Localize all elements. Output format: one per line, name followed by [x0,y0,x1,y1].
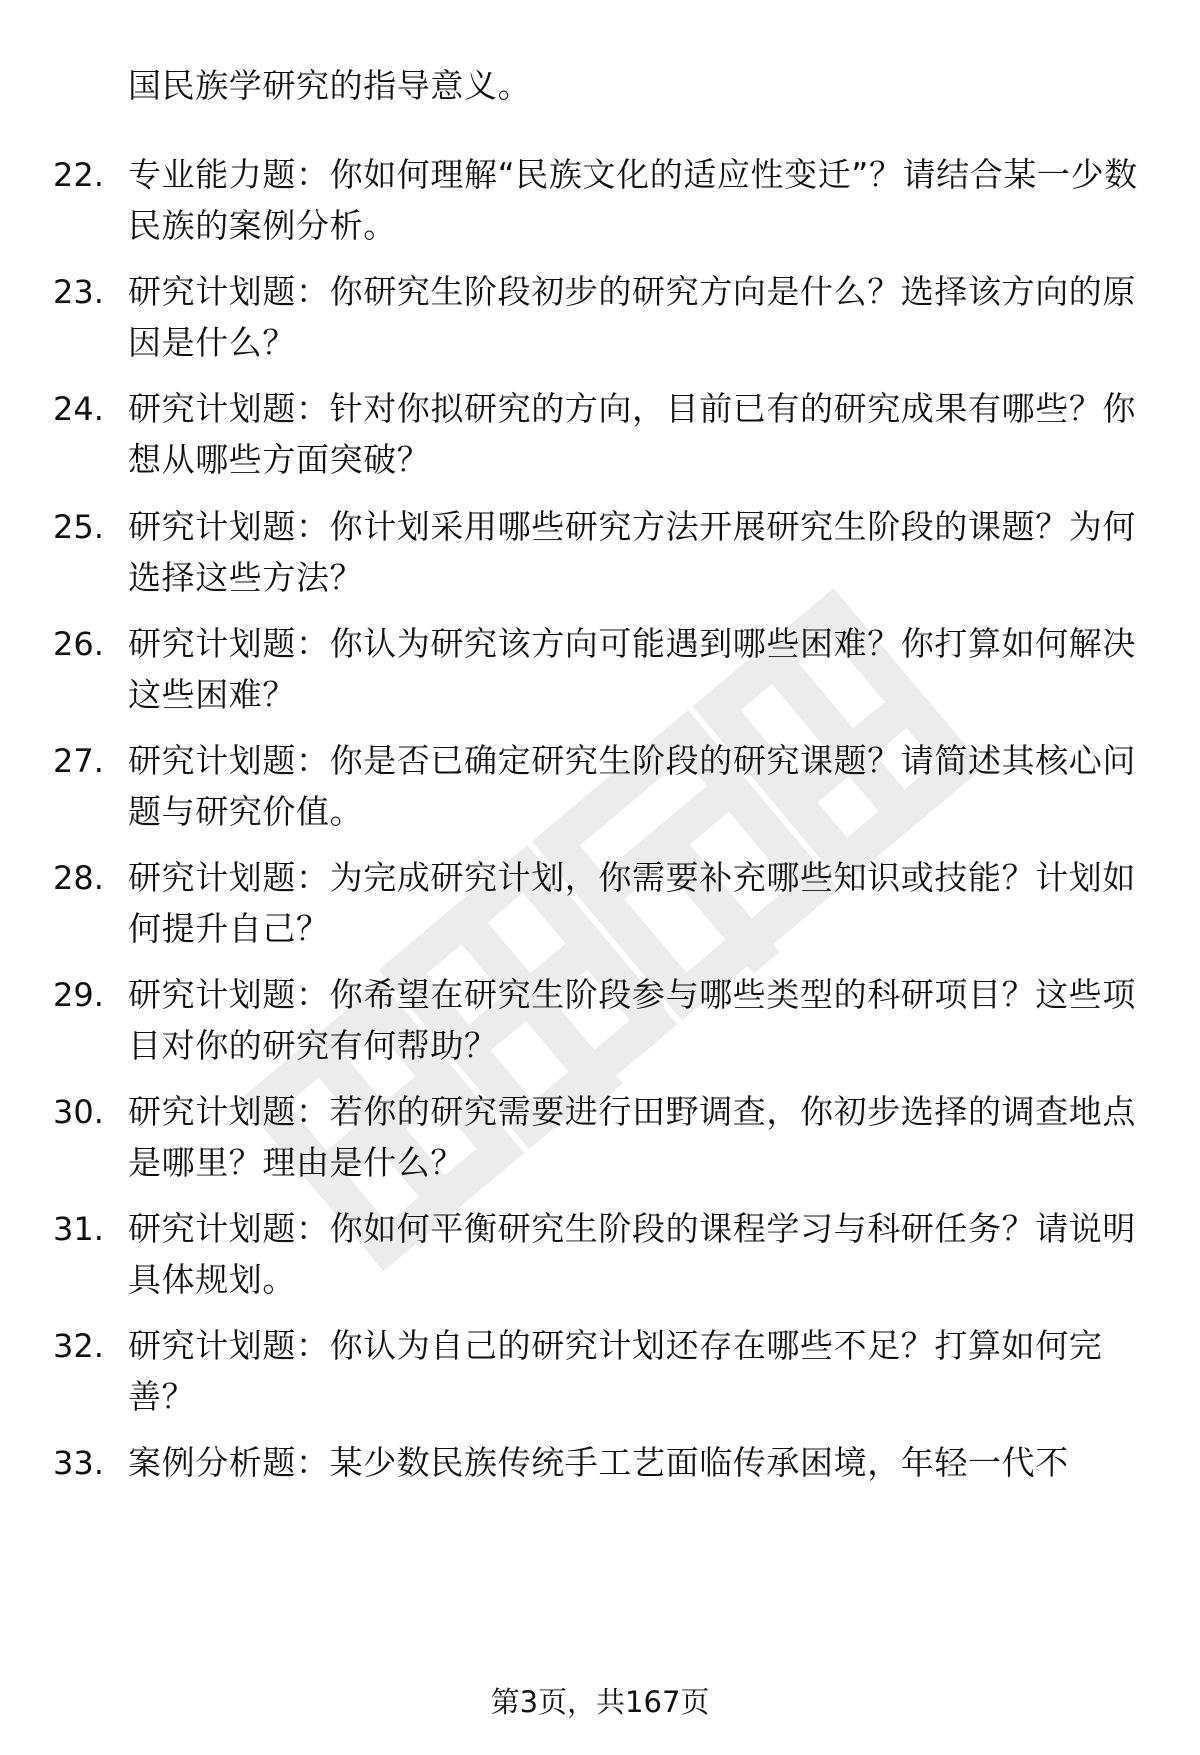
question-number: 22. [53,156,104,194]
question-text: 研究计划题：针对你拟研究的方向，目前已有的研究成果有哪些？你想从哪些方面突破？ [128,389,1136,479]
question-text: 研究计划题：你认为自己的研究计划还存在哪些不足？打算如何完善？ [128,1326,1103,1416]
question-number: 30. [53,1093,104,1131]
question-number: 29. [53,976,104,1014]
question-text: 研究计划题：若你的研究需要进行田野调查，你初步选择的调查地点是哪里？理由是什么？ [128,1092,1136,1182]
question-number: 25. [53,508,104,546]
question-number: 28. [53,859,104,897]
question-number: 33. [53,1444,104,1482]
question-number: 26. [53,625,104,663]
question-text: 研究计划题：为完成研究计划，你需要补充哪些知识或技能？计划如何提升自己？ [128,858,1136,948]
question-text: 案例分析题：某少数民族传统手工艺面临传承困境，年轻一代不 [128,1443,1069,1482]
question-text: 研究计划题：你希望在研究生阶段参与哪些类型的科研项目？这些项目对你的研究有何帮助？ [128,975,1136,1065]
question-text: 研究计划题：你计划采用哪些研究方法开展研究生阶段的课题？为何选择这些方法？ [128,507,1136,597]
question-text: 研究计划题：你认为研究该方向可能遇到哪些困难？你打算如何解决这些困难？ [128,624,1136,714]
question-text: 研究计划题：你是否已确定研究生阶段的研究课题？请简述其核心问题与研究价值。 [128,741,1136,831]
question-text: 研究计划题：你研究生阶段初步的研究方向是什么？选择该方向的原因是什么？ [128,272,1136,362]
question-number: 24. [53,390,104,428]
question-number: 32. [53,1327,104,1365]
question-number: 23. [53,273,104,311]
question-text: 专业能力题：你如何理解“民族文化的适应性变迁”？请结合某一少数民族的案例分析。 [128,155,1138,245]
continuation-text: 国民族学研究的指导意义。 [128,66,532,105]
question-text: 研究计划题：你如何平衡研究生阶段的课程学习与科研任务？请说明具体规划。 [128,1209,1136,1299]
page-footer: 第3页，共167页 [490,1685,710,1719]
question-number: 31. [53,1210,104,1248]
question-number: 27. [53,742,104,780]
